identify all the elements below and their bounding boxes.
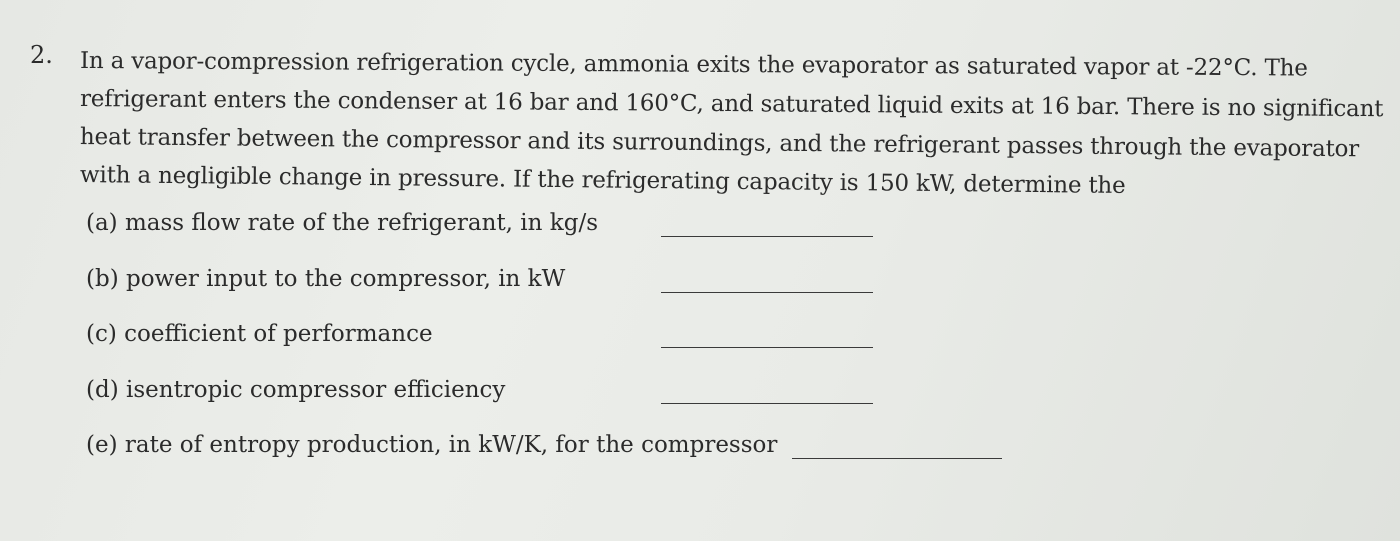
problem-line: with a negligible change in pressure. If the refrigerating capacity is 150 kW, determine the xyxy=(79,162,1126,199)
part-b-label: (b) power input to the compressor, in kW xyxy=(86,265,566,292)
part-d-answer-blank[interactable] xyxy=(661,403,873,404)
part-d-label: (d) isentropic compressor efficiency xyxy=(86,376,506,403)
problem-line: refrigerant enters the condenser at 16 bar and 160°C, and saturated liquid exits at 16 bar. There is no significant xyxy=(79,86,1384,123)
part-a xyxy=(86,208,1046,264)
part-b-answer-blank[interactable] xyxy=(661,292,873,293)
part-d xyxy=(86,375,1046,431)
sub-questions xyxy=(86,208,1046,486)
part-c-label: (c) coefficient of performance xyxy=(86,321,433,347)
problem-statement xyxy=(79,42,1384,199)
problem-line: In a vapor-compression refrigeration cycle, ammonia exits the evaporator as saturated vapor at -22°C. The xyxy=(79,48,1308,82)
part-e xyxy=(86,430,1046,486)
part-a-answer-blank[interactable] xyxy=(661,236,873,237)
part-b xyxy=(86,264,1046,320)
part-e-answer-blank[interactable] xyxy=(792,458,1002,459)
part-c xyxy=(86,319,1046,375)
part-c-answer-blank[interactable] xyxy=(661,347,873,348)
part-a-label: (a) mass flow rate of the refrigerant, in kg/s xyxy=(86,210,598,236)
problem-number: 2. xyxy=(30,41,53,69)
problem-line: heat transfer between the compressor and its surroundings, and the refrigerant passes through the evaporator xyxy=(79,124,1360,163)
part-e-label: (e) rate of entropy production, in kW/K, for the compressor xyxy=(86,432,778,458)
